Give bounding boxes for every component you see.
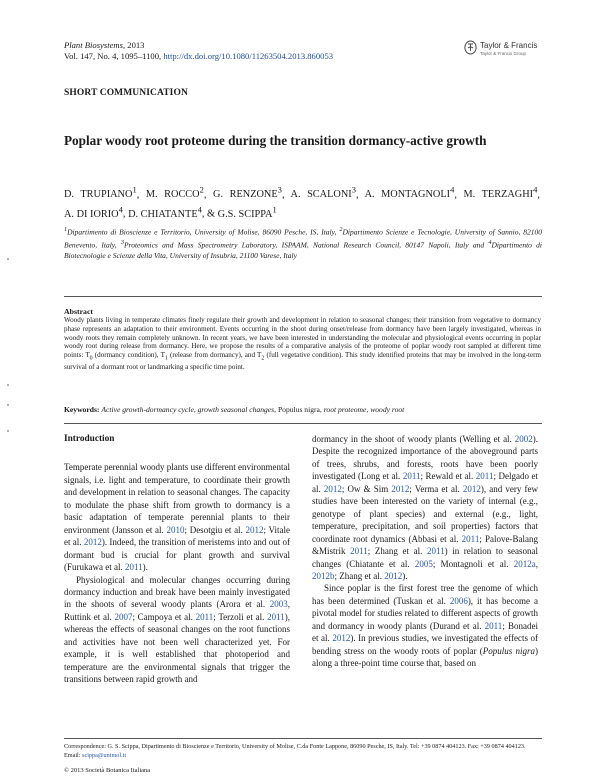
citation-link[interactable]: 2010: [166, 524, 185, 535]
margin-mark: [7, 404, 9, 406]
citation-link[interactable]: 2011: [350, 546, 368, 557]
keywords: Keywords: Active growth-dormancy cycle, growth seasonal changes, Populus nigra, root proteome, woody root: [64, 405, 405, 414]
doi-link[interactable]: http://dx.doi.org/10.1080/11263504.2013.860053: [163, 51, 334, 61]
keywords-label: Keywords:: [64, 405, 100, 414]
taylor-francis-logo-icon: [464, 40, 477, 55]
citation-link[interactable]: 2011: [195, 611, 214, 622]
citation-link[interactable]: 2012a: [513, 558, 536, 569]
citation-link[interactable]: 2011: [426, 546, 445, 557]
paragraph: dormancy in the shoot of woody plants (Welling et al. 2002). Despite the recognized importance of the aboveground parts of trees, shrubs, and forests, roots have been poorly investigated (Long et al. 2011; Rewald et al. 2011; Delgado et al. 2012; Ow & Sim 2012; Verma et al. 2012), and very few studies have been interested on the variety of internal (e.g., genotype of plant species) and external (e.g., light, temperature, precipitation, and soil properties) factors that coordinate root dynamics (Abbasi et al. 2011; Palove-Balang &Mistrik 2011; Zhang et al. 2011) in relation to seasonal changes (Chiatante et al. 2005; Montagnoli et al. 2012a, 2012b; Zhang et al. 2012).: [312, 434, 538, 581]
body-column-left: [64, 433, 290, 686]
intro-heading: Introduction: [64, 434, 115, 444]
margin-mark: [7, 258, 9, 260]
citation-link[interactable]: 2011: [267, 611, 285, 622]
citation-link[interactable]: 2012: [245, 524, 264, 535]
author: M. ROCCO$^2$: [145, 185, 204, 201]
journal-name: Plant Biosystems: [64, 40, 123, 50]
abstract-heading: Abstract: [64, 307, 94, 316]
author: A. MONTAGNOLI$^4$: [364, 185, 455, 201]
publisher-name: Taylor & Francis: [480, 41, 538, 50]
citation-link[interactable]: 2003: [269, 599, 288, 610]
author: A. DI IORIO$^4$: [64, 204, 123, 220]
paragraph: Temperate perennial woody plants use different environmental signals, i.e. light and temperature, to coordinate their growth and development in relation to seasonal changes. The capacity to modulate the phase shift from growth to dormancy is a basic adaptation of temperate perennial plants to their environment (Jansson et al. 2010; Desotgiu et al. 2012; Vitale et al. 2012). Indeed, the transition of meristems into and out of dormant bud is crucial for plant growth and survival (Furukawa et al. 2011).: [64, 462, 290, 573]
author: G.S. SCIPPA$^1$: [217, 204, 277, 220]
margin-mark: [7, 384, 9, 386]
paragraph: Physiological and molecular changes occurring during dormancy induction and break have been mainly investigated in the shoots of several woody plants (Arora et al. 2003, Ruttink et al. 2007; Campoya et al. 2011; Terzoli et al. 2011), whereas the effects of seasonal changes on the root functions and activities have not been well characterized yet. For example, it is well established that photoperiod and temperature are the environmental signals that trigger the transitions between rapid growth and: [64, 574, 291, 685]
author: G. RENZONE$^3$: [213, 185, 282, 201]
citation-link[interactable]: 2007: [114, 611, 133, 622]
correspondence-note: Correspondence: G. S. Scippa, Dipartimento di Bioscienze e Territorio, University of Molise, C.da Fonte Lappone, 86090 Pesche, IS, Italy. Tel: +39 0874 404123. Fax: +39 0874 404123. Email: scippa@unimol.it: [64, 743, 526, 759]
divider: [64, 423, 542, 424]
citation-link[interactable]: 2012: [332, 633, 351, 644]
author: D. CHIATANTE$^4$: [128, 204, 202, 220]
author-list: D. TRUPIANO$^1$, M. ROCCO$^2$, G. RENZONE$^3$, A. SCALONI$^3$, A. MONTAGNOLI$^4$, M. TERZAGHI$^4$, A. DI IORIO$^4$, D. CHIATANTE$^4$, & G.S. SCIPPA$^1$: [64, 185, 540, 220]
journal-year: , 2013: [122, 40, 145, 50]
affiliations: $^1$Dipartimento di Bioscienze e Territorio, University of Molise, 86090 Pesche, IS, Italy, $^2$Dipartimento Scienze e Tecnologie, University of Sannio, 82100 Benevento, Italy, $^3$Proteomics and Mass Spectrometry Laboratory, ISPAAM, National Research Council, 80147 Napoli, Italy and $^4$Dipartimento di Biotecnologie e Scienze della Vita, University of Insubria, 21100 Varese, Italy: [64, 226, 543, 261]
citation-link[interactable]: 2011: [475, 471, 494, 482]
body-column-right: [312, 433, 538, 670]
volume-line: Vol. 147, No. 4, 1095–1100,: [64, 51, 164, 61]
citation-link[interactable]: 2012: [384, 570, 403, 581]
citation-link[interactable]: 2011: [461, 533, 480, 544]
citation-link[interactable]: 2002: [514, 434, 533, 444]
divider: [64, 296, 542, 297]
abstract-text: Woody plants living in temperate climates finely regulate their growth and development in relation to seasonal changes; their transition from vegetative to dormancy phase represents an adaptation to their environment. Events occurring in the shoot during onset/release from dormancy have been largely investigated, whereas in woody roots they remain completely unknown. In recent years, we have been interested in understanding the molecular and physiological events occurring in poplar woody root during release from dormancy. Here, we propose the results of a comparative analysis of the proteome of poplar woody root sampled at different time points: $T_0$ (dormancy condition), $T_1$ (release from dormancy), and $T_2$ (full vegetative condition). This study identified proteins that may be involved in the long-term survival of a dormant root or landmarking a specific time point.: [64, 316, 542, 372]
article-title: Poplar woody root proteome during the transition dormancy-active growth: [64, 133, 487, 148]
email-link[interactable]: scippa@unimol.it: [82, 751, 127, 759]
divider: [64, 738, 542, 739]
publisher-tagline: Taylor & Francis Group: [480, 51, 527, 56]
citation-link[interactable]: 2006: [449, 595, 468, 606]
citation-link[interactable]: 2011: [124, 562, 143, 573]
margin-mark: [7, 430, 9, 432]
copyright: © 2013 Società Botanica Italiana: [64, 767, 151, 774]
author: A. SCALONI$^3$: [290, 185, 356, 201]
section-label: SHORT COMMUNICATION: [64, 88, 188, 98]
author: M. TERZAGHI$^4$: [463, 185, 538, 201]
citation-link[interactable]: 2012: [323, 483, 342, 494]
citation-link[interactable]: 2012b: [312, 570, 335, 581]
citation-link[interactable]: 2005: [414, 558, 433, 569]
citation-link[interactable]: 2011: [402, 471, 421, 482]
citation-link[interactable]: 2012: [83, 537, 102, 548]
citation-link[interactable]: 2011: [484, 620, 503, 631]
citation-link[interactable]: 2012: [391, 483, 410, 494]
citation-link[interactable]: 2012: [462, 483, 481, 494]
publisher-logo: [464, 40, 574, 66]
author: D. TRUPIANO$^1$: [64, 185, 137, 201]
journal-info: [64, 40, 444, 62]
paragraph: Since poplar is the first forest tree the genome of which has been determined (Tuskan et al. 2006), it has become a pivotal model for studies related to different aspects of growth and dormancy in woody plants (Durand et al. 2011; Bonadei et al. 2012). In previous studies, we investigated the effects of bending stress on the woody roots of poplar (Populus nigra) along a three-point time course that, based on: [312, 583, 538, 669]
